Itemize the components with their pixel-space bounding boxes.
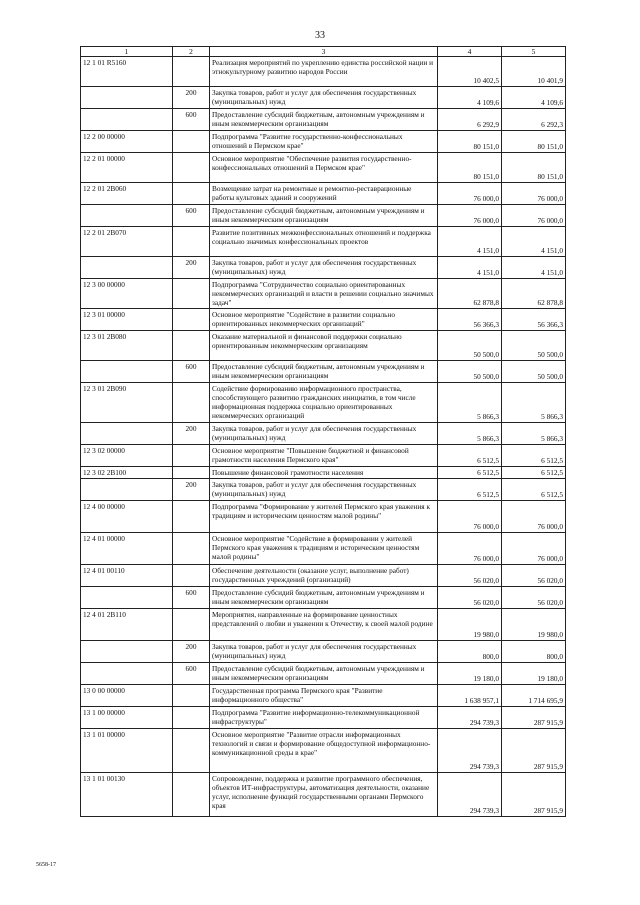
cell-name: Основное мероприятие "Содействие в формировании у жителей Пермского края уважения к традициям и историческим ценностям малой родины" bbox=[210, 533, 438, 565]
cell-code: 12 3 01 2В080 bbox=[81, 331, 173, 361]
cell-code: 12 4 01 00000 bbox=[81, 533, 173, 565]
cell-expense-type bbox=[173, 183, 210, 205]
cell-value-col4: 294 739,3 bbox=[438, 773, 502, 817]
cell-value-col5: 50 500,0 bbox=[502, 331, 566, 361]
cell-value-col5: 4 151,0 bbox=[502, 257, 566, 279]
table-row bbox=[81, 467, 566, 479]
cell-value-col5: 6 512,5 bbox=[502, 467, 566, 479]
cell-code bbox=[81, 87, 173, 109]
header-cell-3: 3 bbox=[210, 47, 438, 57]
cell-name: Закупка товаров, работ и услуг для обеспечения государственных (муниципальных) нужд bbox=[210, 87, 438, 109]
cell-expense-type: 200 bbox=[173, 641, 210, 663]
cell-code: 12 3 01 2В090 bbox=[81, 383, 173, 423]
cell-expense-type bbox=[173, 153, 210, 183]
table-row bbox=[81, 685, 566, 707]
cell-value-col5: 62 878,8 bbox=[502, 279, 566, 309]
cell-value-col4: 6 512,5 bbox=[438, 479, 502, 501]
table-row bbox=[81, 227, 566, 257]
cell-code: 12 3 02 00000 bbox=[81, 445, 173, 467]
cell-value-col5: 19 180,0 bbox=[502, 663, 566, 685]
cell-value-col5: 56 366,3 bbox=[502, 309, 566, 331]
footer-code: 5658-17 bbox=[36, 862, 56, 868]
cell-expense-type bbox=[173, 565, 210, 587]
table-row bbox=[81, 445, 566, 467]
cell-name: Возмещение затрат на ремонтные и ремонтно-реставрационные работы культовых зданий и сооружений bbox=[210, 183, 438, 205]
cell-code: 13 1 01 00130 bbox=[81, 773, 173, 817]
cell-code: 12 3 02 2В100 bbox=[81, 467, 173, 479]
cell-value-col5: 10 401,9 bbox=[502, 57, 566, 87]
cell-expense-type bbox=[173, 773, 210, 817]
cell-value-col5: 6 512,5 bbox=[502, 479, 566, 501]
header-cell-2: 2 bbox=[173, 47, 210, 57]
cell-value-col4: 6 512,5 bbox=[438, 445, 502, 467]
cell-value-col4: 76 000,0 bbox=[438, 533, 502, 565]
cell-name: Закупка товаров, работ и услуг для обеспечения государственных (муниципальных) нужд bbox=[210, 257, 438, 279]
cell-expense-type: 600 bbox=[173, 663, 210, 685]
table-row bbox=[81, 57, 566, 87]
cell-value-col4: 4 151,0 bbox=[438, 257, 502, 279]
cell-value-col4: 80 151,0 bbox=[438, 131, 502, 153]
table-row bbox=[81, 479, 566, 501]
cell-name: Подпрограмма "Развитие информационно-телекоммуникационной инфраструктуры" bbox=[210, 707, 438, 729]
cell-expense-type bbox=[173, 309, 210, 331]
cell-expense-type bbox=[173, 707, 210, 729]
cell-expense-type bbox=[173, 729, 210, 773]
table-row bbox=[81, 257, 566, 279]
cell-expense-type bbox=[173, 279, 210, 309]
table-row bbox=[81, 361, 566, 383]
cell-value-col5: 19 980,0 bbox=[502, 609, 566, 641]
cell-name: Предоставление субсидий бюджетным, автономным учреждениям и иным некоммерческим организациям bbox=[210, 361, 438, 383]
cell-expense-type bbox=[173, 383, 210, 423]
cell-expense-type bbox=[173, 227, 210, 257]
table-row bbox=[81, 423, 566, 445]
table-row bbox=[81, 331, 566, 361]
table-row bbox=[81, 131, 566, 153]
cell-value-col5: 80 151,0 bbox=[502, 131, 566, 153]
cell-code: 12 4 01 2В110 bbox=[81, 609, 173, 641]
budget-table bbox=[80, 46, 566, 817]
cell-value-col5: 76 000,0 bbox=[502, 533, 566, 565]
table-row bbox=[81, 533, 566, 565]
cell-expense-type bbox=[173, 331, 210, 361]
cell-expense-type: 600 bbox=[173, 109, 210, 131]
table-row bbox=[81, 565, 566, 587]
cell-value-col4: 6 292,9 bbox=[438, 109, 502, 131]
cell-name: Основное мероприятие "Содействие в развитии социально ориентированных некоммерческих организаций" bbox=[210, 309, 438, 331]
cell-expense-type bbox=[173, 445, 210, 467]
cell-name: Предоставление субсидий бюджетным, автономным учреждениям и иным некоммерческим организациям bbox=[210, 205, 438, 227]
cell-value-col4: 4 151,0 bbox=[438, 227, 502, 257]
header-cell-5: 5 bbox=[502, 47, 566, 57]
table-row bbox=[81, 279, 566, 309]
cell-code bbox=[81, 479, 173, 501]
cell-code: 12 2 00 00000 bbox=[81, 131, 173, 153]
cell-value-col4: 56 366,3 bbox=[438, 309, 502, 331]
cell-value-col5: 287 915,9 bbox=[502, 773, 566, 817]
cell-name: Закупка товаров, работ и услуг для обеспечения государственных (муниципальных) нужд bbox=[210, 479, 438, 501]
header-row bbox=[81, 47, 566, 57]
cell-value-col5: 76 000,0 bbox=[502, 501, 566, 533]
cell-code: 12 4 00 00000 bbox=[81, 501, 173, 533]
cell-name: Развитие позитивных межконфессиональных отношений и поддержка социально значимых конфессиональных проектов bbox=[210, 227, 438, 257]
cell-expense-type bbox=[173, 467, 210, 479]
cell-code bbox=[81, 663, 173, 685]
cell-code: 12 2 01 2В060 bbox=[81, 183, 173, 205]
cell-value-col4: 80 151,0 bbox=[438, 153, 502, 183]
cell-expense-type bbox=[173, 501, 210, 533]
cell-value-col4: 76 000,0 bbox=[438, 205, 502, 227]
header-cell-1: 1 bbox=[81, 47, 173, 57]
cell-name: Закупка товаров, работ и услуг для обеспечения государственных (муниципальных) нужд bbox=[210, 641, 438, 663]
cell-code bbox=[81, 423, 173, 445]
cell-name: Обеспечение деятельности (оказание услуг, выполнение работ) государственных учреждений (организаций) bbox=[210, 565, 438, 587]
cell-value-col4: 294 739,3 bbox=[438, 707, 502, 729]
cell-value-col4: 6 512,5 bbox=[438, 467, 502, 479]
cell-expense-type bbox=[173, 57, 210, 87]
table-row bbox=[81, 773, 566, 817]
cell-expense-type: 200 bbox=[173, 423, 210, 445]
cell-value-col5: 76 000,0 bbox=[502, 183, 566, 205]
cell-value-col4: 50 500,0 bbox=[438, 361, 502, 383]
cell-code: 12 2 01 00000 bbox=[81, 153, 173, 183]
cell-value-col5: 6 292,3 bbox=[502, 109, 566, 131]
cell-code bbox=[81, 257, 173, 279]
cell-expense-type: 200 bbox=[173, 87, 210, 109]
table-row bbox=[81, 729, 566, 773]
cell-code: 12 3 01 00000 bbox=[81, 309, 173, 331]
table-row bbox=[81, 205, 566, 227]
cell-expense-type bbox=[173, 533, 210, 565]
cell-value-col4: 5 866,3 bbox=[438, 383, 502, 423]
cell-name: Предоставление субсидий бюджетным, автономным учреждениям и иным некоммерческим организациям bbox=[210, 587, 438, 609]
cell-code: 12 3 00 00000 bbox=[81, 279, 173, 309]
table-row bbox=[81, 109, 566, 131]
table-row bbox=[81, 383, 566, 423]
cell-expense-type bbox=[173, 609, 210, 641]
cell-value-col4: 19 180,0 bbox=[438, 663, 502, 685]
cell-value-col5: 800,0 bbox=[502, 641, 566, 663]
cell-code: 12 2 01 2В070 bbox=[81, 227, 173, 257]
table-row bbox=[81, 309, 566, 331]
cell-value-col4: 294 739,3 bbox=[438, 729, 502, 773]
cell-code: 13 1 00 00000 bbox=[81, 707, 173, 729]
cell-expense-type bbox=[173, 131, 210, 153]
table-row bbox=[81, 153, 566, 183]
cell-value-col4: 76 000,0 bbox=[438, 501, 502, 533]
cell-name: Предоставление субсидий бюджетным, автономным учреждениям и иным некоммерческим организациям bbox=[210, 109, 438, 131]
cell-code bbox=[81, 641, 173, 663]
cell-code: 12 4 01 00110 bbox=[81, 565, 173, 587]
cell-name: Основное мероприятие "Развитие отрасли информационных технологий и связи и формирование общедоступной информационно-коммуникационной среды в крае" bbox=[210, 729, 438, 773]
cell-code: 13 1 01 00000 bbox=[81, 729, 173, 773]
table-row bbox=[81, 609, 566, 641]
cell-value-col5: 56 020,0 bbox=[502, 565, 566, 587]
cell-expense-type bbox=[173, 685, 210, 707]
cell-value-col5: 287 915,9 bbox=[502, 707, 566, 729]
cell-expense-type: 600 bbox=[173, 587, 210, 609]
table-row bbox=[81, 707, 566, 729]
cell-value-col4: 62 878,8 bbox=[438, 279, 502, 309]
cell-value-col4: 5 866,3 bbox=[438, 423, 502, 445]
cell-value-col4: 19 980,0 bbox=[438, 609, 502, 641]
cell-value-col4: 10 402,5 bbox=[438, 57, 502, 87]
cell-value-col5: 4 109,6 bbox=[502, 87, 566, 109]
cell-value-col4: 56 020,0 bbox=[438, 565, 502, 587]
cell-value-col4: 76 000,0 bbox=[438, 183, 502, 205]
cell-name: Повышение финансовой грамотности населения bbox=[210, 467, 438, 479]
cell-value-col4: 800,0 bbox=[438, 641, 502, 663]
header-cell-4: 4 bbox=[438, 47, 502, 57]
cell-expense-type: 600 bbox=[173, 361, 210, 383]
cell-name: Мероприятия, направленные на формирование ценностных представлений о любви и уважении к Отечеству, к своей малой родине bbox=[210, 609, 438, 641]
cell-value-col5: 56 020,0 bbox=[502, 587, 566, 609]
cell-expense-type: 200 bbox=[173, 479, 210, 501]
cell-name: Содействие формированию информационного пространства, способствующего развитию гражданских инициатив, в том числе информационная поддержка социально ориентированных некоммерческих организаций bbox=[210, 383, 438, 423]
cell-code bbox=[81, 109, 173, 131]
cell-code bbox=[81, 587, 173, 609]
cell-name: Подпрограмма "Формирование у жителей Пермского края уважения к традициям и историческим ценностям малой родины" bbox=[210, 501, 438, 533]
cell-name: Государственная программа Пермского края "Развитие информационного общества" bbox=[210, 685, 438, 707]
cell-value-col4: 56 020,0 bbox=[438, 587, 502, 609]
cell-name: Закупка товаров, работ и услуг для обеспечения государственных (муниципальных) нужд bbox=[210, 423, 438, 445]
cell-value-col4: 50 500,0 bbox=[438, 331, 502, 361]
cell-name: Подпрограмма "Сотрудничество социально ориентированных некоммерческих организаций и власти в решении социально значимых задач" bbox=[210, 279, 438, 309]
cell-code bbox=[81, 205, 173, 227]
cell-value-col5: 1 714 695,9 bbox=[502, 685, 566, 707]
table-row bbox=[81, 587, 566, 609]
cell-value-col5: 4 151,0 bbox=[502, 227, 566, 257]
cell-expense-type: 200 bbox=[173, 257, 210, 279]
table-row bbox=[81, 183, 566, 205]
cell-name: Предоставление субсидий бюджетным, автономным учреждениям и иным некоммерческим организациям bbox=[210, 663, 438, 685]
cell-code: 13 0 00 00000 bbox=[81, 685, 173, 707]
page-number: 33 bbox=[315, 30, 325, 41]
cell-value-col5: 6 512,5 bbox=[502, 445, 566, 467]
cell-name: Основное мероприятие "Обеспечение развития государственно-конфессиональных отношений в Пермском крае" bbox=[210, 153, 438, 183]
table-row bbox=[81, 663, 566, 685]
cell-expense-type: 600 bbox=[173, 205, 210, 227]
cell-name: Подпрограмма "Развитие государственно-конфессиональных отношений в Пермском крае" bbox=[210, 131, 438, 153]
cell-name: Основное мероприятие "Повышение бюджетной и финансовой грамотности населения Пермского края" bbox=[210, 445, 438, 467]
cell-name: Оказание материальной и финансовой поддержки социально ориентированным некоммерческим организациям bbox=[210, 331, 438, 361]
table-row bbox=[81, 87, 566, 109]
cell-code: 12 1 01 R5160 bbox=[81, 57, 173, 87]
cell-value-col5: 50 500,0 bbox=[502, 361, 566, 383]
cell-value-col4: 1 638 957,1 bbox=[438, 685, 502, 707]
cell-value-col5: 287 915,9 bbox=[502, 729, 566, 773]
cell-value-col5: 80 151,0 bbox=[502, 153, 566, 183]
table-row bbox=[81, 501, 566, 533]
table-body bbox=[81, 47, 566, 817]
cell-value-col5: 76 000,0 bbox=[502, 205, 566, 227]
table-row bbox=[81, 641, 566, 663]
cell-code bbox=[81, 361, 173, 383]
cell-name: Сопровождение, поддержка и развитие программного обеспечения, объектов ИТ-инфраструктуры, автоматизация деятельности, оказание услуг, исполнение функций государственными органами Пермского края bbox=[210, 773, 438, 817]
cell-value-col4: 4 109,6 bbox=[438, 87, 502, 109]
cell-name: Реализация мероприятий по укреплению единства российской нации и этнокультурному развитию народов России bbox=[210, 57, 438, 87]
cell-value-col5: 5 866,3 bbox=[502, 423, 566, 445]
cell-value-col5: 5 866,3 bbox=[502, 383, 566, 423]
